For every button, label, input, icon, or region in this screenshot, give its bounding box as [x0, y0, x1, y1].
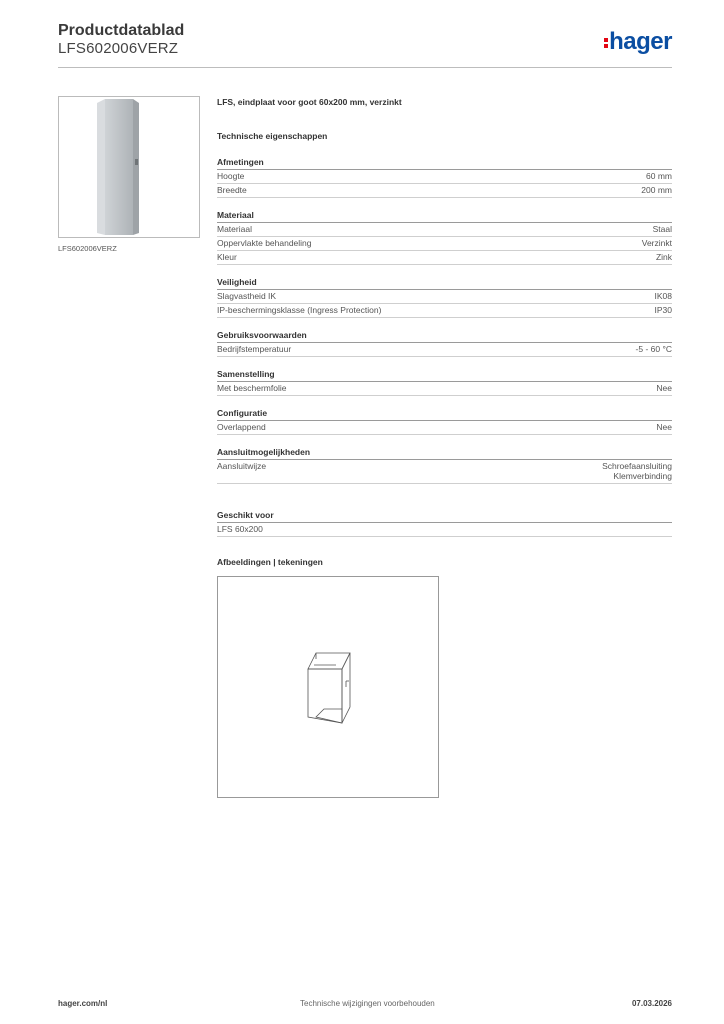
product-photo-icon [59, 97, 199, 237]
spec-row: Slagvastheid IK IK08 [217, 291, 672, 304]
spec-row: Met beschermfolie Nee [217, 383, 672, 396]
group-title-veiligheid: Veiligheid [217, 277, 672, 290]
footer-website-link[interactable]: hager.com/nl [58, 999, 108, 1008]
hager-logo: hager [604, 28, 672, 56]
technical-heading: Technische eigenschappen [217, 131, 328, 141]
suitable-title: Geschikt voor [217, 510, 672, 523]
footer-date: 07.03.2026 [631, 999, 672, 1008]
header-divider [58, 67, 672, 68]
spec-row: Breedte 200 mm [217, 185, 672, 198]
spec-row: Bedrijfstemperatuur -5 - 60 °C [217, 344, 672, 357]
spec-row: Overlappend Nee [217, 422, 672, 435]
group-title-afmetingen: Afmetingen [217, 157, 672, 170]
thumbnail-caption: LFS602006VERZ [58, 244, 117, 253]
group-title-gebruiksvoorwaarden: Gebruiksvoorwaarden [217, 330, 672, 343]
spec-row: Oppervlakte behandeling Verzinkt [217, 238, 672, 251]
group-title-materiaal: Materiaal [217, 210, 672, 223]
product-code: LFS602006VERZ [58, 40, 179, 57]
group-title-configuratie: Configuratie [217, 408, 672, 421]
spec-row: Aansluitwijze Schroefaansluiting Klemverbinding [217, 461, 672, 484]
spec-row: Materiaal Staal [217, 224, 672, 237]
spec-row: Hoogte 60 mm [217, 171, 672, 184]
group-title-samenstelling: Samenstelling [217, 369, 672, 382]
product-description: LFS, eindplaat voor goot 60x200 mm, verzinkt [217, 97, 402, 107]
images-heading: Afbeeldingen | tekeningen [217, 557, 323, 567]
technical-drawing [217, 576, 439, 798]
product-thumbnail [58, 96, 200, 238]
spec-row: IP-beschermingsklasse (Ingress Protection) IP30 [217, 305, 672, 318]
group-title-aansluitmogelijkheden: Aansluitmogelijkheden [217, 447, 672, 460]
spec-row: Kleur Zink [217, 252, 672, 265]
footer-notice: Technische wijzigingen voorbehouden [300, 999, 435, 1008]
page-title: Productdatablad [58, 22, 185, 39]
suitable-row: LFS 60x200 [217, 524, 672, 537]
end-plate-drawing-icon [218, 577, 438, 797]
